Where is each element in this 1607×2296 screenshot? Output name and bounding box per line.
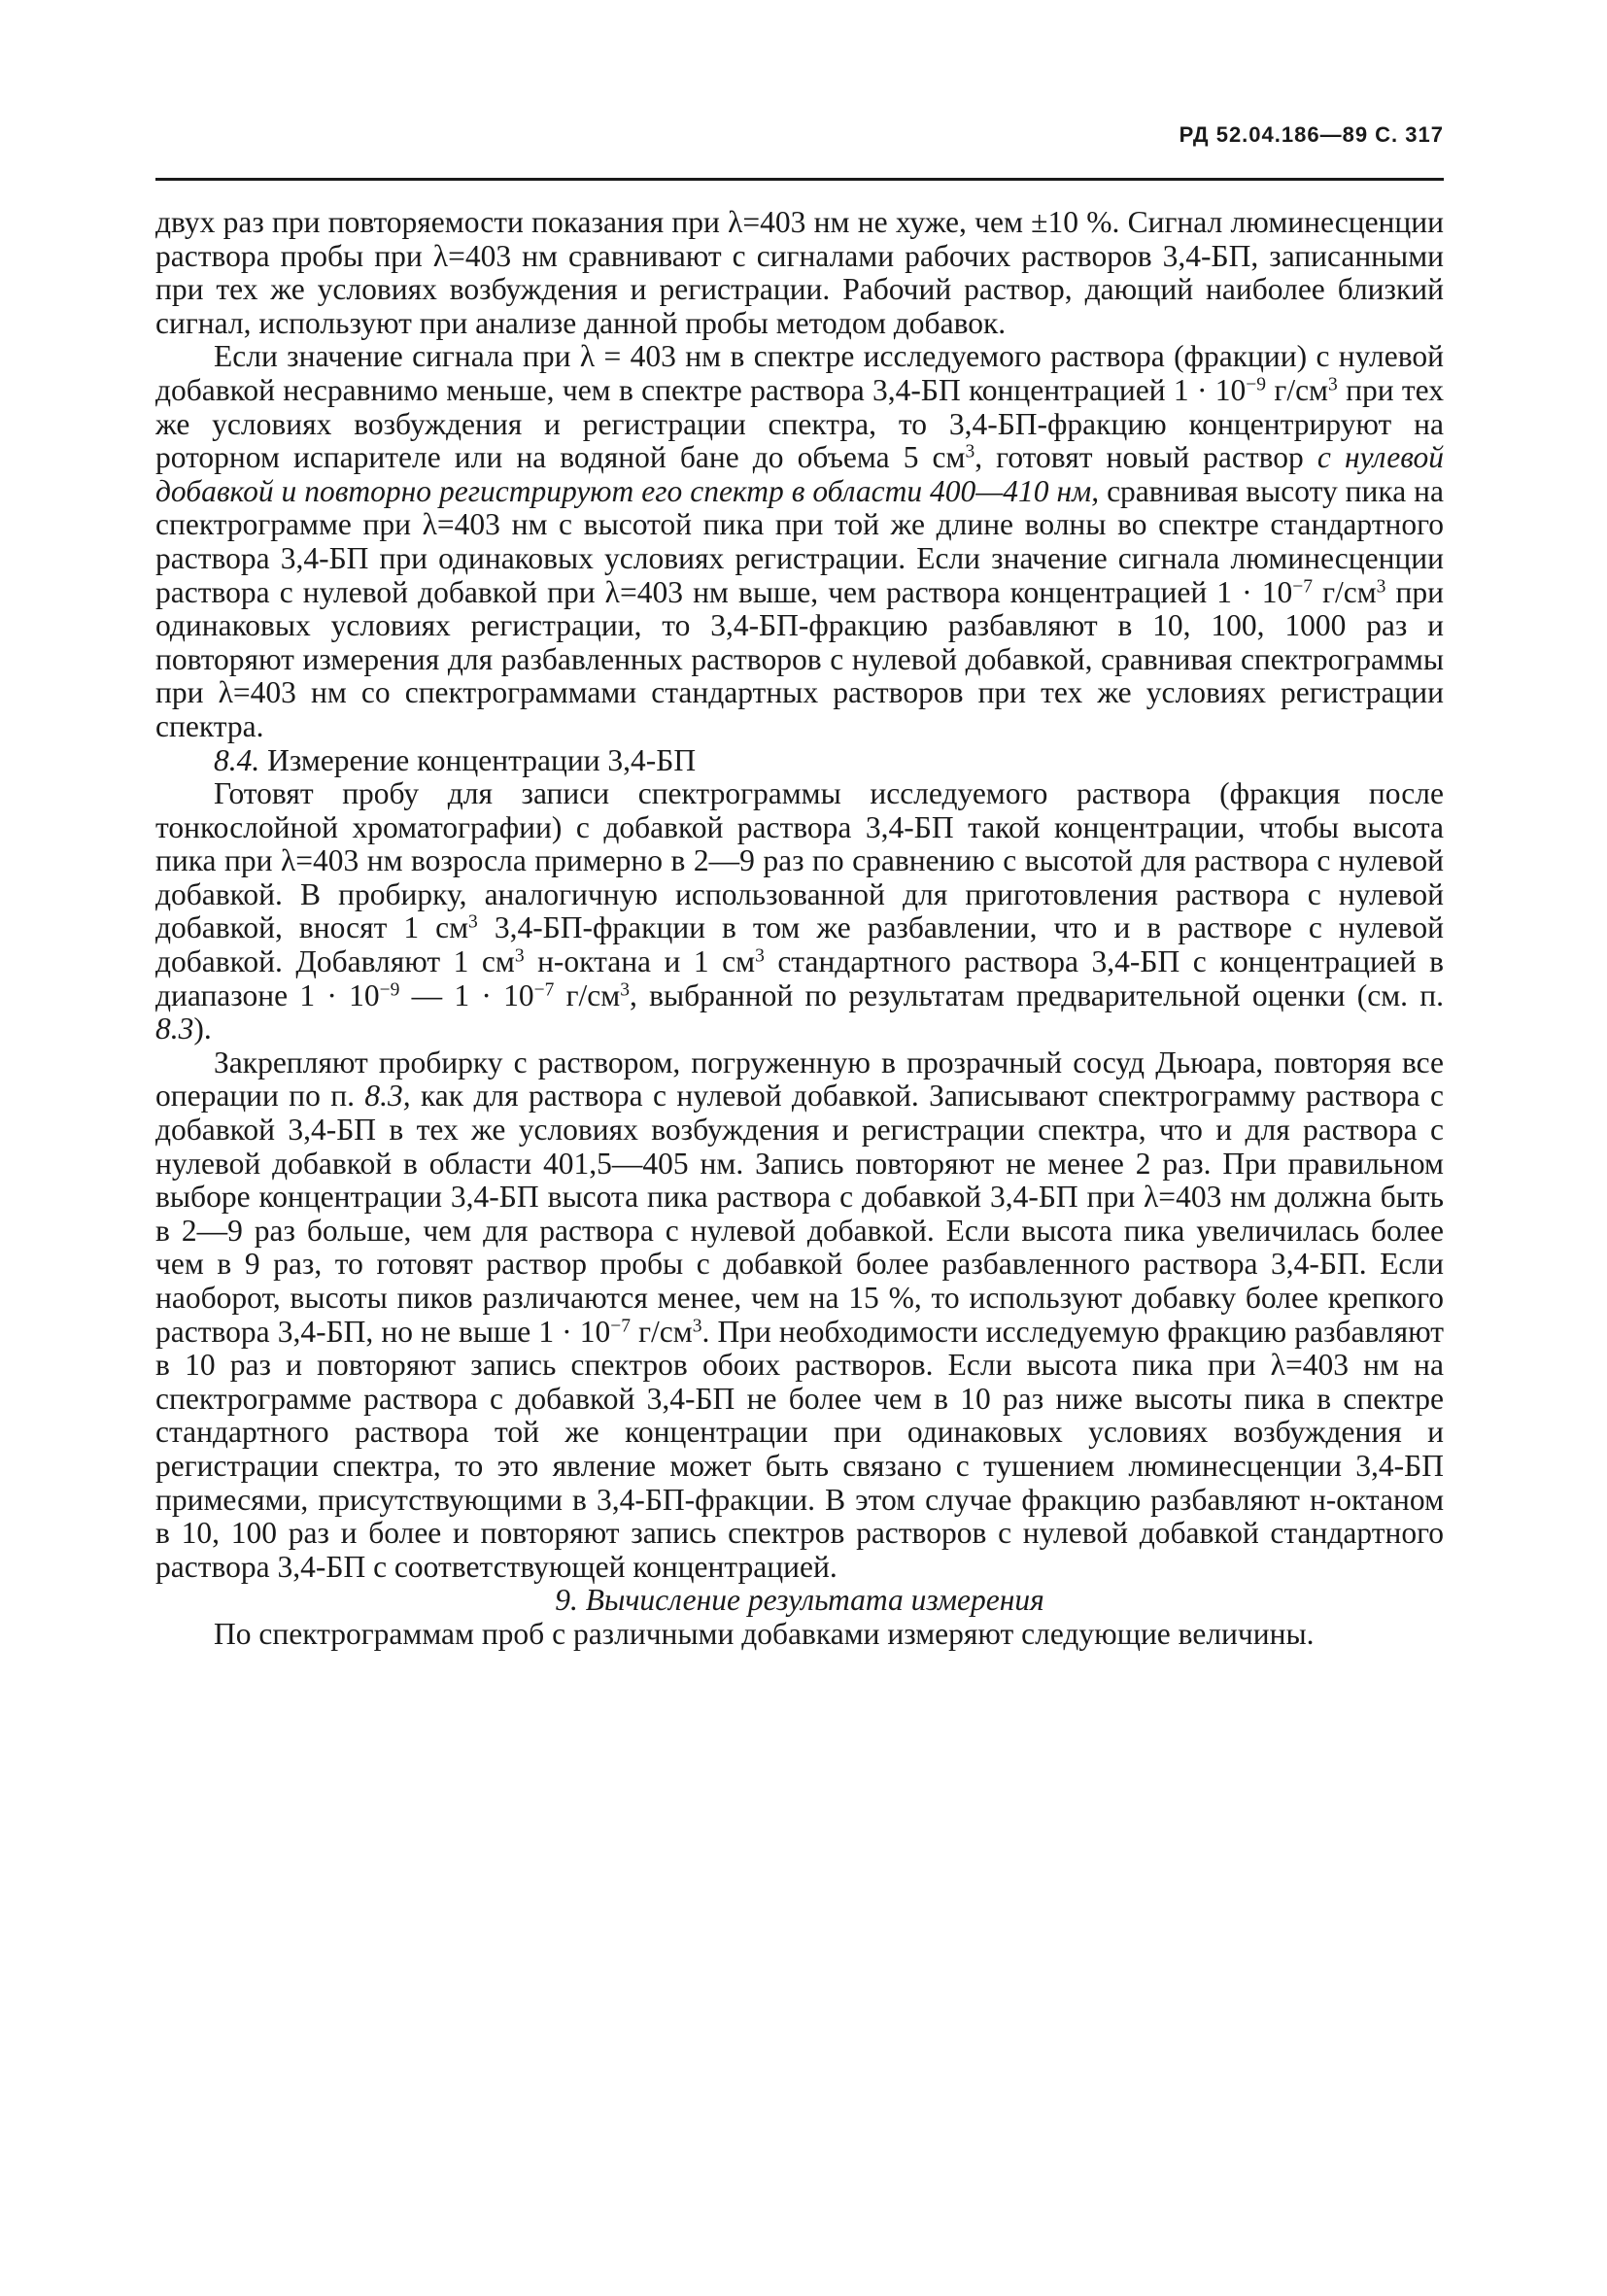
exponent: −7	[610, 1315, 632, 1336]
paragraph-section-9-intro	[155, 1618, 1444, 1652]
exponent: −9	[379, 978, 400, 1000]
text-run: , выбранной по результатам предварительной оценки (см. п.	[630, 977, 1445, 1012]
text-run: г/см	[631, 1314, 693, 1349]
text-run: сравнивая высоту пика на спектрограмме при λ=403 нм с высотой пика при той же длине волны во спектре стандартного раствора 3,4-БП при одинаковых условиях регистрации. Если значение сигнала люминесценции раствора с нулевой добавкой при λ=403 нм выше, чем раствора концентрацией 1 · 10	[155, 473, 1444, 609]
text-run: — 1 · 10	[399, 977, 534, 1012]
paragraph-concentration-check	[155, 340, 1444, 743]
text-run: , готовят новый раствор	[974, 440, 1317, 475]
paragraph-text: По спектрограммам проб с различными добавками измеряют следующие величины.	[214, 1616, 1315, 1651]
text-run: Если значение сигнала при λ = 403 нм в спектре исследуемого раствора (фракции) с нулевой добавкой несравнимо меньше, чем в спектре раствора 3,4-БП концентрацией 1 · 10	[155, 339, 1444, 407]
document-body	[155, 206, 1444, 1652]
text-run: 3,4-БП-фракции в том же разбавлении, что и в растворе с нулевой добавкой. Добавляют 1 см	[155, 910, 1444, 979]
text-run: при одинаковых условиях регистрации, то 3,4-БП-фракцию разбавляют в 10, 100, 1000 раз и повторяют измерения для разбавленных растворов с нулевой добавкой, сравнивая спектрограммы при λ=403 нм со спектрограммами стандартных растворов при тех же условиях регистрации спектра.	[155, 574, 1444, 743]
text-run: г/см	[554, 977, 621, 1012]
text-run: Готовят пробу для записи спектрограммы исследуемого раствора (фракция после тонкослойной хроматографии) с добавкой раствора 3,4-БП такой концентрации, чтобы высота пика при λ=403 нм возросла примерно в 2—9 раз по сравнению с высотой для раствора с нулевой добавкой. В пробирку, аналогичную использованной для приготовления раствора с нулевой добавкой, вносят 1 см	[155, 776, 1444, 945]
italic-run: 8.3,	[364, 1079, 411, 1114]
paragraph-measurement-procedure	[155, 1046, 1444, 1585]
exponent: 3	[965, 441, 975, 463]
text-run: г/см	[1312, 574, 1377, 609]
text-run: как для раствора с нулевой добавкой. Записывают спектрограмму раствора с добавкой 3,4-БП в тех же условиях возбуждения и регистрации спектра, что и для раствора с нулевой добавкой в области 401,5—405 нм. Запись повторяют не менее 2 раз. При правильном выборе концентрации 3,4-БП высота пика раствора с добавкой 3,4-БП при λ=403 нм должна быть в 2—9 раз больше, чем для раствора с нулевой добавкой. Если высота пика увеличилась более чем в 9 раз, то готовят раствор пробы с добавкой более разбавленного раствора 3,4-БП. Если наоборот, высоты пиков различаются менее, чем на 15 %, то используют добавку более крепкого раствора 3,4-БП, но не выше 1 · 10	[155, 1079, 1444, 1349]
italic-run: 8.3	[155, 1011, 194, 1046]
subsection-number: 8.4.	[214, 742, 260, 777]
exponent: −9	[1246, 374, 1267, 395]
text-run: г/см	[1266, 372, 1328, 407]
paragraph-continued	[155, 206, 1444, 340]
exponent: 3	[1376, 575, 1386, 597]
text-run: н-октана и 1 см	[524, 944, 756, 979]
subsection-title-8-4	[155, 744, 1444, 778]
exponent: 3	[692, 1315, 702, 1336]
exponent: 3	[514, 945, 525, 967]
header-rule	[155, 178, 1444, 181]
paragraph-sample-preparation	[155, 777, 1444, 1046]
text-run: стандартного раствора 3,4-БП с концентрацией в диапазоне 1 · 10	[155, 944, 1445, 1012]
section-heading: 9. Вычисление результата измерения	[555, 1583, 1044, 1618]
subsection-title: Измерение концентрации 3,4-БП	[259, 742, 697, 777]
text-run: ).	[193, 1011, 212, 1046]
running-header: РД 52.04.186—89 С. 317	[1179, 122, 1444, 147]
text-run: . При необходимости исследуемую фракцию разбавляют в 10 раз и повторяют запись спектров обоих растворов. Если высота пика при λ=403 нм на спектрограмме раствора с добавкой 3,4-БП не более чем в 10 раз ниже высоты пика в спектре стандартного раствора той же концентрации при одинаковых условиях возбуждения и регистрации спектра, то это явление может быть связано с тушением люминесценции 3,4-БП примесями, присутствующими в 3,4-БП-фракции. В этом случае фракцию разбавляют н-октаном в 10, 100 раз и более и повторяют запись спектров растворов с нулевой добавкой стандартного раствора 3,4-БП с соответствующей концентрацией.	[155, 1314, 1445, 1584]
exponent: 3	[620, 978, 630, 1000]
text-run: при тех же условиях возбуждения и регистрации спектра, то 3,4-БП-фракцию концентрируют на роторном испарителе или на водяной бане до объема 5 см	[155, 372, 1444, 475]
exponent: −7	[1292, 575, 1313, 597]
paragraph-text: двух раз при повторяемости показания при λ=403 нм не хуже, чем ±10 %. Сигнал люминесценции раствора пробы при λ=403 нм сравнивают с сигналами рабочих растворов 3,4-БП, записанными при тех же условиях возбуждения и регистрации. Рабочий раствор, дающий наиболее близкий сигнал, используют при анализе данной пробы методом добавок.	[155, 205, 1444, 340]
text-run: Закрепляют пробирку с раствором, погруженную в прозрачный сосуд Дьюара, повторяя все операции по п.	[155, 1045, 1444, 1114]
exponent: −7	[533, 978, 555, 1000]
exponent: 3	[1328, 374, 1338, 395]
italic-run: с нулевой добавкой и повторно регистрируют его спектр в области 400—410 нм,	[155, 440, 1444, 508]
exponent: 3	[755, 945, 765, 967]
exponent: 3	[468, 911, 478, 933]
